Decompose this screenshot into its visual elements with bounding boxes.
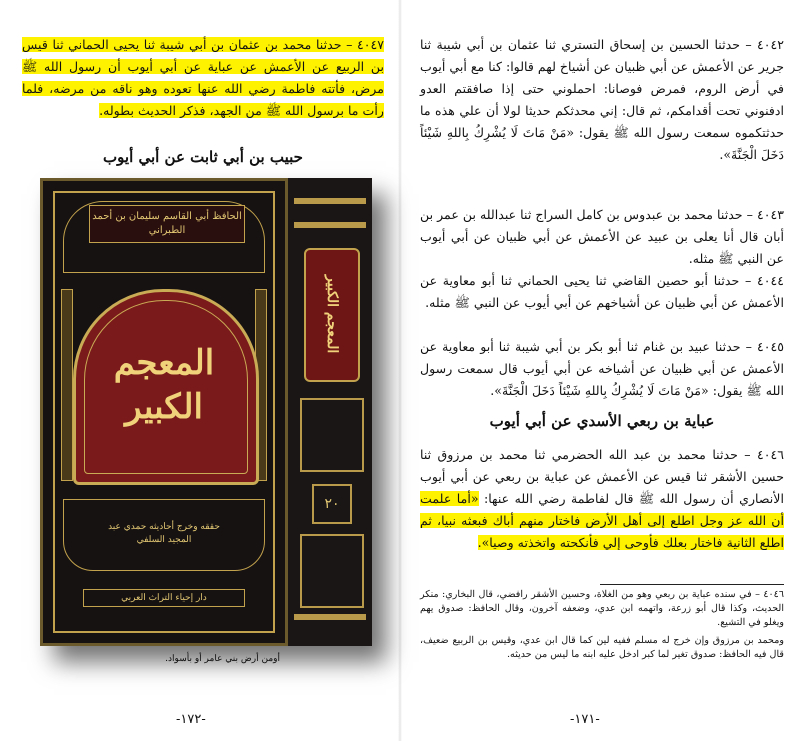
book-cover-image bbox=[40, 178, 372, 646]
hadith-4047-highlight: ٤٠٤٧ – حدثنا محمد بن عثمان بن أبي شيبة ثنا يحيى الحماني ثنا قيس بن الربيع عن الأعمش عن عباية عن أبي أيوب أن رسول الله ﷺ مرض، فأتته فاطمة رضي الله عنها تعوده وهو ناقه من مرضه، فلما رأت ما برسول الله ﷺ من الجهد، فذكر الحديث بطوله. bbox=[22, 37, 384, 118]
right-page bbox=[400, 0, 800, 741]
spine-ornament-box bbox=[300, 398, 364, 472]
footnote-rule bbox=[600, 584, 784, 585]
cover-publisher: دار إحياء التراث العربي bbox=[83, 589, 245, 607]
hadith-4043: ٤٠٤٣ – حدثنا محمد بن عبدوس بن كامل السراج ثنا عبدالله بن عمر بن أبان قال أنا يعلى بن عبيد عن الأعمش عن أبي ظبيان عن أبي أيوب عن النبي ﷺ مثله. bbox=[420, 207, 784, 266]
spine-band bbox=[294, 614, 366, 620]
footnote-left: أومن أرض بني عامر أو بأسواد. bbox=[165, 654, 280, 664]
page-number-right: -١٧١- bbox=[570, 712, 600, 727]
footnote-4046-cont: ومحمد بن مرزوق وإن خرج له مسلم ففيه لين كما قال ابن عدي، وقيس بن الربيع ضعيف، قال فيه الحافظ: صدوق تغير لما كبر ادخل عليه ابنه ما ليس من حديثه. bbox=[420, 635, 784, 660]
cover-editor: حققه وخرج أحاديثه حمدي عبد المجيد السلفي bbox=[108, 522, 220, 545]
hadith-4046-highlight: «أما علمت أن الله عز وجل اطلع إلى أهل الأرض فاختار منهم أباك فبعثه نبيا، ثم اطلع الثانية فاختار بعلك فأوحى إلي فأنكحته واتخذته وصيا». bbox=[420, 491, 784, 550]
spine-band bbox=[294, 222, 366, 228]
spine-volume-number: ٢٠ bbox=[312, 484, 352, 524]
page-number-left: -١٧٢- bbox=[176, 712, 206, 727]
spine-title-panel bbox=[304, 248, 360, 382]
book-spine bbox=[286, 178, 372, 646]
cover-title: المعجم الكبير bbox=[113, 343, 215, 427]
section-heading-habib: حبيب بن أبي ثابت عن أبي أيوب bbox=[103, 148, 303, 166]
book-front-cover bbox=[40, 178, 288, 646]
hadith-4045: ٤٠٤٥ – حدثنا عبيد بن غنام ثنا أبو بكر بن أبي شيبة ثنا أبو معاوية عن الأعمش عن أبي ظبيان عن أشياخه عن أبي أيوب قال سمعت رسول الله ﷺ يقول: «مَنْ مَاتَ لَا يُشْرِكُ بِاللهِ شَيْئاً دَخَلَ الْجَنَّةَ». bbox=[420, 339, 784, 398]
footnote-4046: ٤٠٤٦ – في سنده عباية بن ربعي وهو من الغلاة، وحسين الأشقر رافضي، قال البخاري: منكر الحديث، وكذا قال أبو زرعة، واتهمه ابن عدي، وضعفه آخرون، وقال الحافظ: صدوق يهم ويغلو في التشيع. bbox=[420, 589, 784, 628]
hadith-4047 bbox=[22, 34, 384, 122]
spine-title: المعجم الكبير bbox=[324, 274, 340, 354]
hadith-4044: ٤٠٤٤ – حدثنا أبو حصين القاضي ثنا يحيى الحماني ثنا أبو معاوية عن الأعمش عن أبي ظبيان عن أشياخهم عن أبي أيوب عن النبي ﷺ مثله. bbox=[420, 273, 784, 310]
cover-author: الحافظ أبي القاسم سليمان بن أحمد الطبراني bbox=[89, 205, 245, 243]
hadith-4046-text: ٤٠٤٦ – حدثنا محمد بن عبد الله الحضرمي ثنا محمد بن مرزوق ثنا حسين الأشقر ثنا قيس عن الأعمش عن عباية بن ربعي عن أبي أيوب الأنصاري أن رسول الله ﷺ قال لفاطمة رضي الله عنها: bbox=[420, 447, 784, 506]
spine-publisher-box bbox=[300, 534, 364, 608]
spine-band bbox=[294, 198, 366, 204]
section-heading-abaya: عباية بن ربعي الأسدي عن أبي أيوب bbox=[489, 412, 715, 430]
hadith-4046 bbox=[420, 444, 784, 554]
hadith-4042: ٤٠٤٢ – حدثنا الحسين بن إسحاق التستري ثنا عثمان بن أبي شيبة ثنا جرير عن الأعمش عن أبي ظبيان عن أشياخ لهم قالوا: كنا مع أبي أيوب في أرض الروم، فمرض فوصانا: احملوني حتى إذا صافقتم العدو ادفنوني تحت أقدامكم، ثم قال: إني محدثكم حديثا لولا أن علي هذه ما حدثتكموه سمعت رسول الله ﷺ يقول: «مَنْ مَاتَ لَا يُشْرِكُ بِاللهِ شَيْئاً دَخَلَ الْجَنَّةَ». bbox=[419, 37, 784, 162]
cover-pillar-left bbox=[61, 289, 73, 481]
